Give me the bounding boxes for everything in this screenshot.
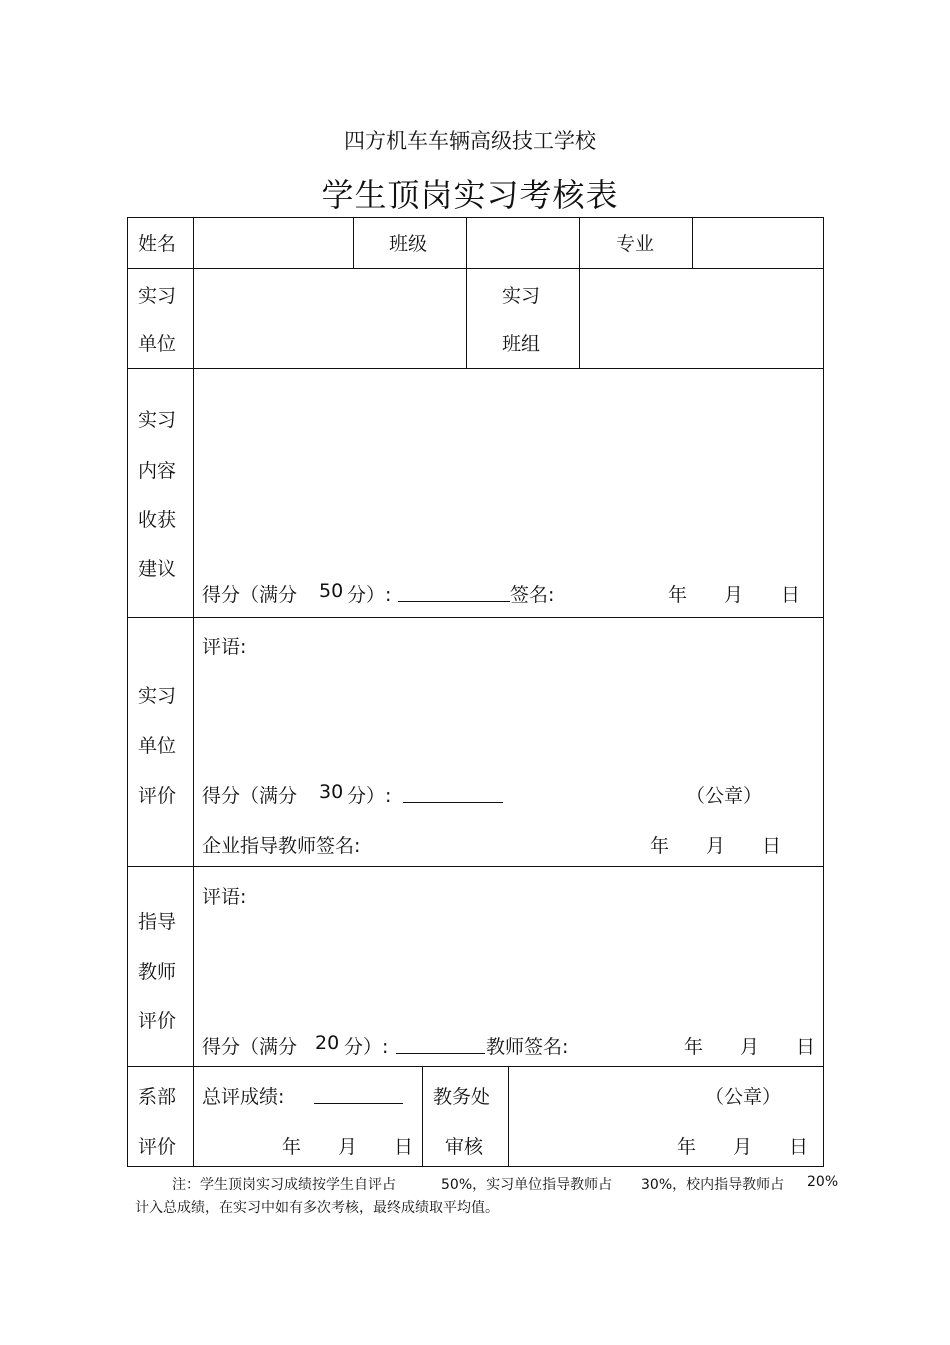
official-seal-label: （公章） — [686, 785, 763, 807]
date-year: 年 — [282, 1136, 302, 1158]
dept-eval-section-label: 评价 — [138, 1136, 177, 1158]
footnote: 注：学生顶岗实习成绩按学生自评占 — [172, 1177, 396, 1193]
official-seal-label: （公章） — [705, 1086, 782, 1108]
date-year: 年 — [684, 1036, 704, 1058]
date-month: 月 — [733, 1136, 753, 1158]
unit-eval-section-label: 实习 — [138, 685, 177, 707]
content-section-label: 建议 — [138, 558, 177, 580]
total-score-blank[interactable] — [314, 1103, 403, 1104]
teacher-eval-section-label: 评价 — [138, 1010, 177, 1032]
internship-team-label: 班组 — [502, 333, 541, 355]
academic-office-label: 审核 — [445, 1136, 484, 1158]
internship-unit-label: 实习 — [138, 285, 177, 307]
score-blank[interactable] — [398, 601, 510, 602]
major-label: 专业 — [616, 233, 655, 255]
class-label: 班级 — [389, 233, 428, 255]
dept-eval-section-label: 系部 — [138, 1086, 177, 1108]
company-teacher-signature-label: 企业指导教师签名: — [202, 835, 361, 857]
unit-eval-section-label: 评价 — [138, 785, 177, 807]
score-label: 得分（满分 — [202, 1036, 298, 1058]
teacher-signature-label: 教师签名: — [486, 1036, 569, 1058]
signature-label: 签名: — [510, 584, 555, 606]
date-day: 日 — [796, 1036, 816, 1058]
date-month: 月 — [724, 584, 744, 606]
teacher-eval-section-label: 指导 — [138, 911, 177, 933]
footnote: 50%，实习单位指导教师占 — [441, 1177, 613, 1193]
score-max: 50 — [319, 580, 344, 602]
content-section-label: 实习 — [138, 409, 177, 431]
footnote: 30%，校内指导教师占 — [641, 1177, 785, 1193]
score-label: 得分（满分 — [202, 584, 298, 606]
comment-area[interactable] — [260, 872, 820, 1022]
footnote: 20% — [807, 1174, 839, 1190]
score-max: 20 — [315, 1032, 340, 1054]
date-month: 月 — [706, 835, 726, 857]
school-name: 四方机车车辆高级技工学校 — [344, 129, 596, 153]
teacher-eval-section-label: 教师 — [138, 961, 177, 983]
score-unit: 分）: — [344, 1036, 389, 1058]
score-unit: 分）: — [347, 785, 392, 807]
date-day: 日 — [394, 1136, 414, 1158]
date-day: 日 — [789, 1136, 809, 1158]
class-field[interactable] — [468, 219, 578, 267]
total-score-label: 总评成绩: — [202, 1086, 285, 1108]
footnote: 计入总成绩，在实习中如有多次考核，最终成绩取平均值。 — [135, 1200, 499, 1216]
content-section-label: 收获 — [138, 509, 177, 531]
internship-team-label: 实习 — [502, 285, 541, 307]
score-unit: 分）: — [347, 584, 392, 606]
score-blank[interactable] — [403, 802, 503, 803]
date-year: 年 — [650, 835, 670, 857]
comment-area[interactable] — [260, 622, 820, 772]
major-field[interactable] — [694, 219, 822, 267]
date-year: 年 — [677, 1136, 697, 1158]
comment-label: 评语: — [202, 886, 247, 908]
internship-unit-field[interactable] — [195, 270, 465, 367]
comment-label: 评语: — [202, 636, 247, 658]
content-text-area[interactable] — [195, 370, 822, 570]
name-label: 姓名 — [138, 233, 177, 255]
form-title: 学生顶岗实习考核表 — [321, 176, 619, 214]
score-label: 得分（满分 — [202, 785, 298, 807]
content-section-label: 内容 — [138, 460, 177, 482]
score-max: 30 — [319, 781, 344, 803]
date-day: 日 — [762, 835, 782, 857]
internship-unit-label: 单位 — [138, 333, 177, 355]
score-blank[interactable] — [396, 1053, 485, 1054]
internship-team-field[interactable] — [581, 270, 822, 367]
name-field[interactable] — [195, 219, 352, 267]
academic-office-label: 教务处 — [433, 1086, 491, 1108]
date-month: 月 — [338, 1136, 358, 1158]
date-year: 年 — [668, 584, 688, 606]
unit-eval-section-label: 单位 — [138, 735, 177, 757]
date-day: 日 — [781, 584, 801, 606]
date-month: 月 — [740, 1036, 760, 1058]
